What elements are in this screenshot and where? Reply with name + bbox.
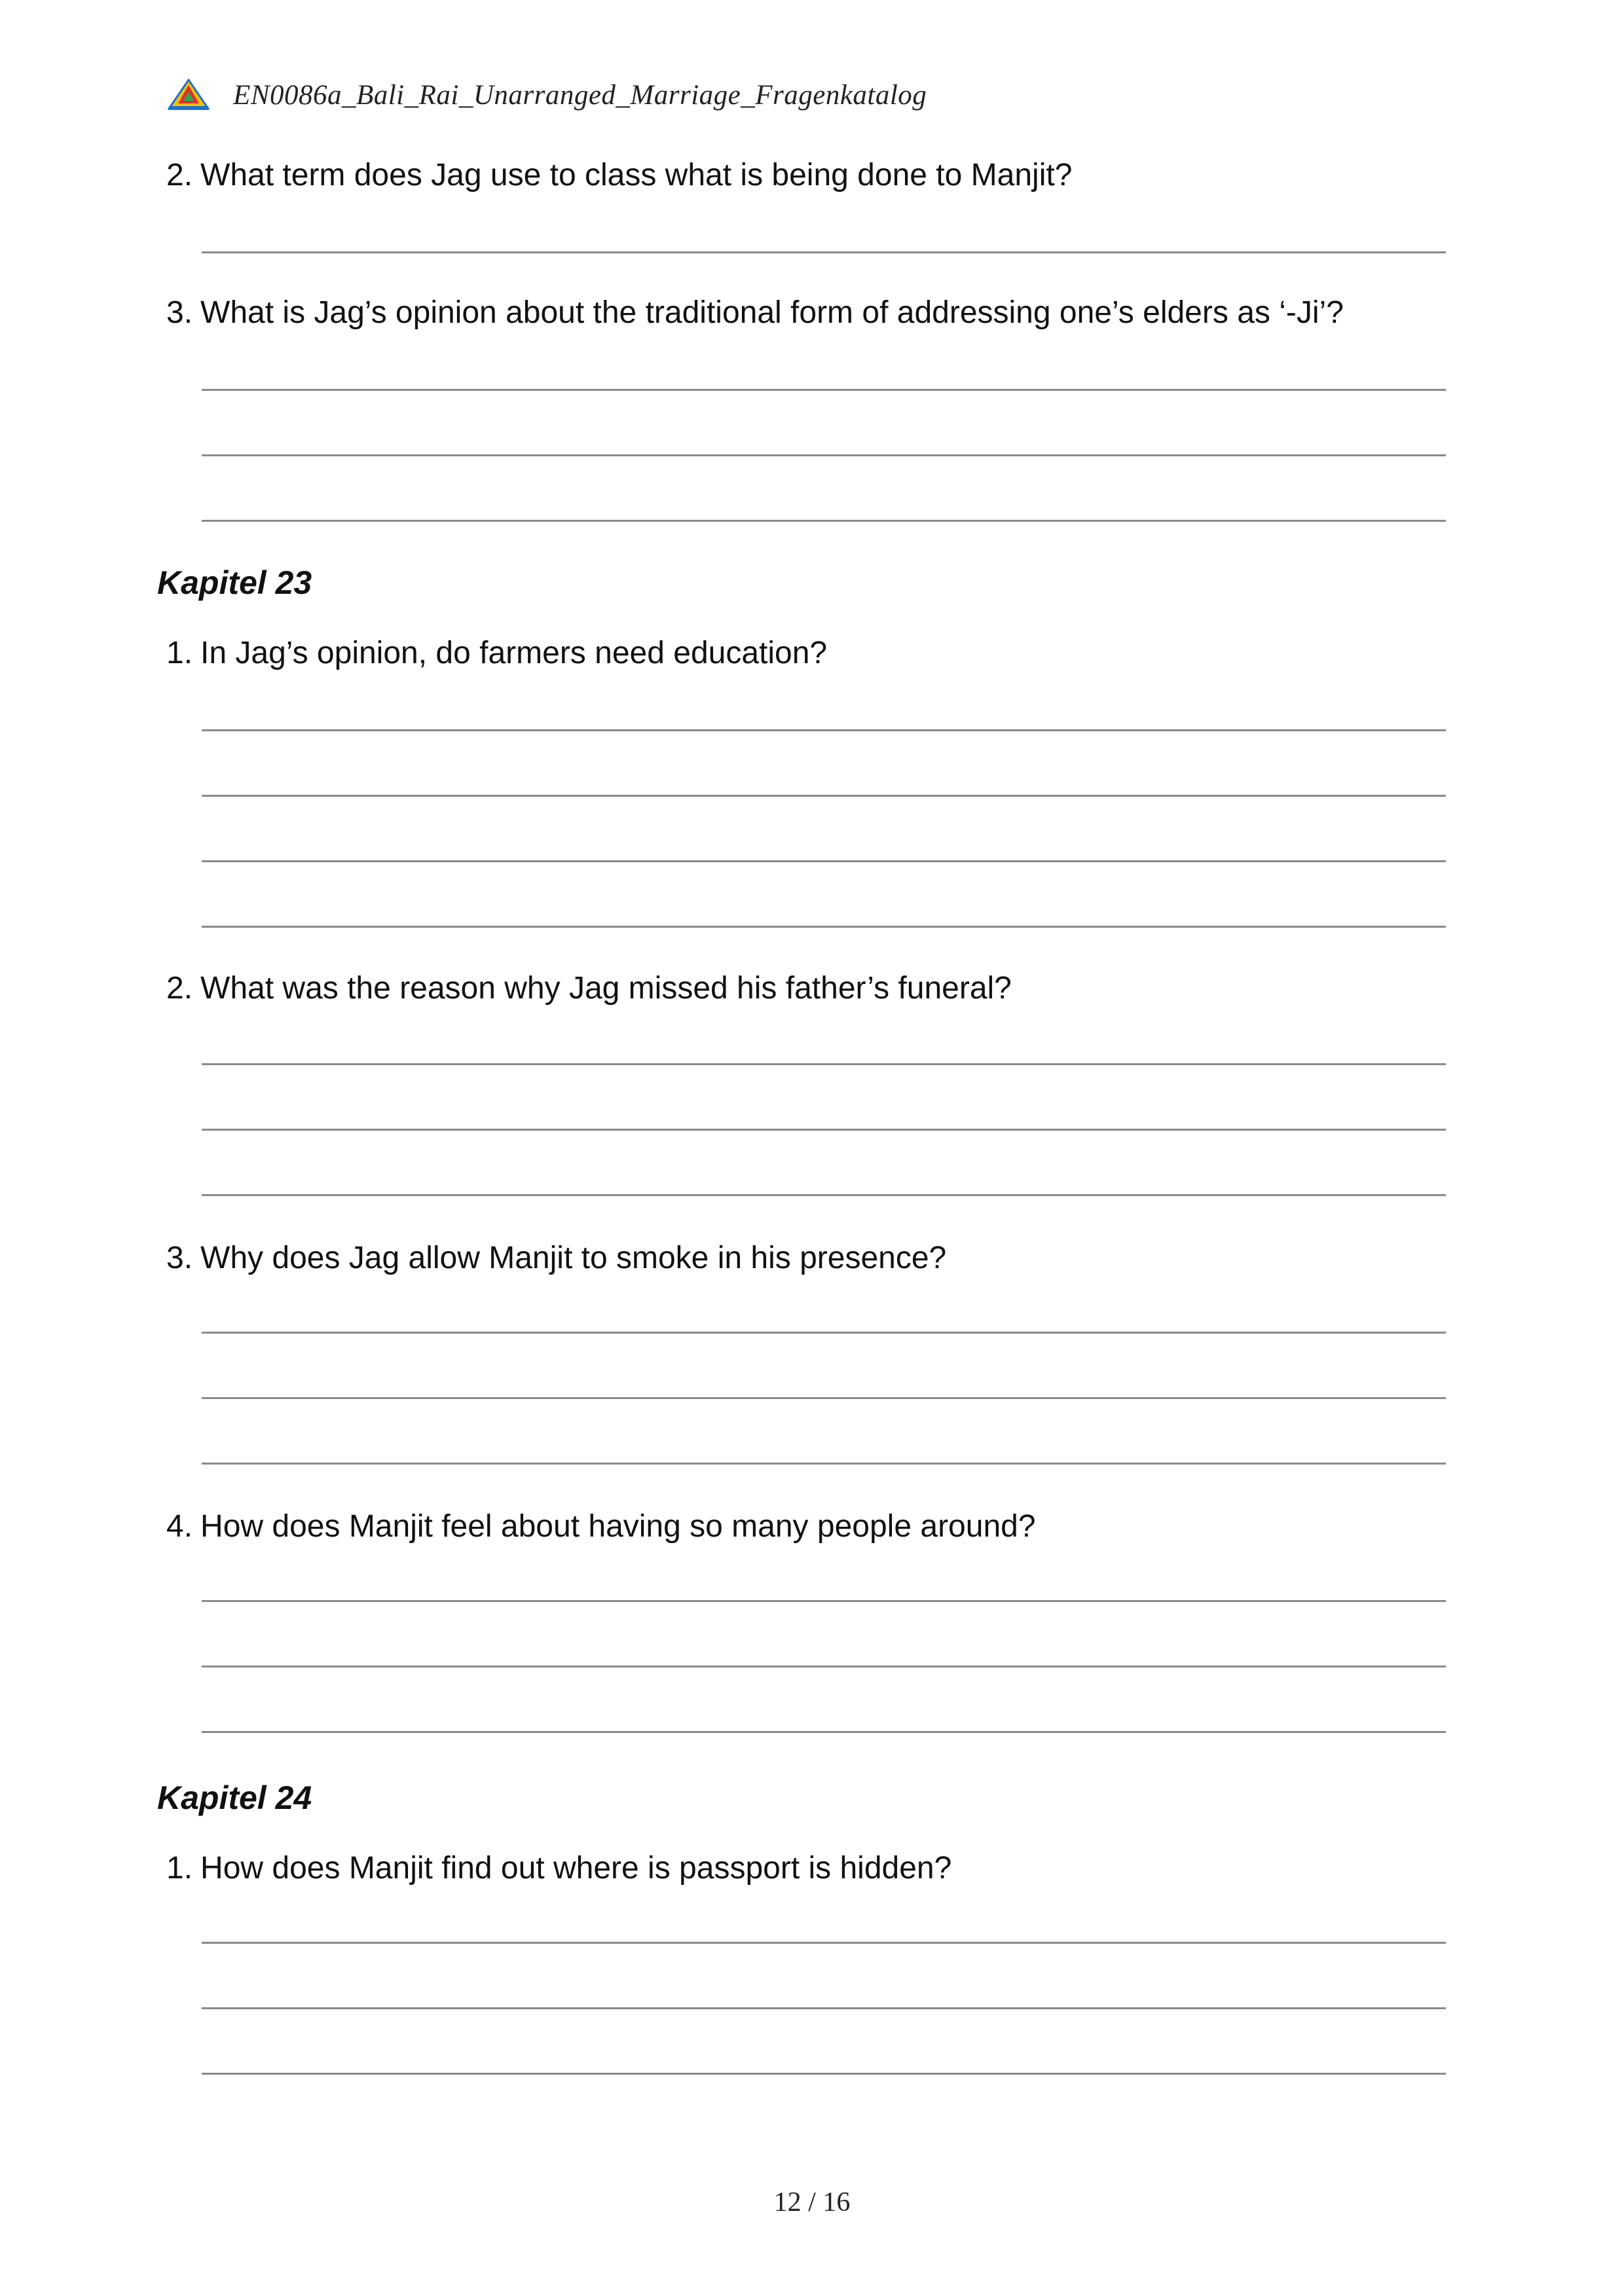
answer-line[interactable]	[202, 729, 1446, 731]
answer-line[interactable]	[202, 520, 1446, 522]
question-number: 1.	[166, 1851, 193, 1886]
question-number: 1.	[166, 636, 193, 670]
page-number: 12 / 16	[773, 2187, 851, 2217]
question-number: 3.	[166, 295, 193, 330]
answer-line[interactable]	[202, 389, 1446, 391]
chapter-heading-23: Kapitel 23	[157, 564, 312, 601]
answer-line[interactable]	[202, 1600, 1446, 1602]
answer-line[interactable]	[202, 1666, 1446, 1667]
question-1	[166, 634, 827, 673]
question-text: How does Manjit find out where is passport is hidden?	[200, 1851, 952, 1886]
answer-line[interactable]	[202, 2073, 1446, 2075]
question-2	[166, 156, 1072, 195]
answer-line[interactable]	[202, 1332, 1446, 1334]
question-2	[166, 969, 1012, 1008]
question-number: 3.	[166, 1241, 193, 1275]
chapter-heading-24: Kapitel 24	[157, 1779, 312, 1816]
answer-line[interactable]	[202, 860, 1446, 862]
question-text: Why does Jag allow Manjit to smoke in his presence?	[200, 1241, 947, 1275]
answer-line[interactable]	[202, 2007, 1446, 2009]
question-4	[166, 1507, 1036, 1546]
answer-line[interactable]	[202, 1463, 1446, 1465]
document-header	[168, 72, 927, 118]
answer-line[interactable]	[202, 1397, 1446, 1399]
question-number: 2.	[166, 971, 193, 1006]
question-text: What was the reason why Jag missed his father’s funeral?	[200, 971, 1012, 1006]
answer-line[interactable]	[202, 251, 1446, 253]
tent-logo-icon	[168, 79, 210, 111]
answer-line[interactable]	[202, 454, 1446, 456]
question-text: In Jag’s opinion, do farmers need education?	[200, 636, 828, 670]
answer-line[interactable]	[202, 1129, 1446, 1131]
question-1	[166, 1849, 951, 1888]
answer-line[interactable]	[202, 1194, 1446, 1196]
answer-line[interactable]	[202, 926, 1446, 928]
question-number: 2.	[166, 158, 193, 192]
question-text: What term does Jag use to class what is being done to Manjit?	[200, 158, 1073, 192]
question-text: What is Jag’s opinion about the traditional form of addressing one’s elders as ‘-Ji’?	[200, 295, 1344, 330]
answer-line[interactable]	[202, 795, 1446, 797]
answer-line[interactable]	[202, 1063, 1446, 1065]
answer-line[interactable]	[202, 1731, 1446, 1733]
question-3	[166, 293, 1344, 333]
document-title: EN0086a_Bali_Rai_Unarranged_Marriage_Fragenkatalog	[233, 79, 927, 111]
answer-line[interactable]	[202, 1942, 1446, 1944]
question-number: 4.	[166, 1509, 193, 1544]
question-text: How does Manjit feel about having so many people around?	[200, 1509, 1036, 1544]
question-3	[166, 1239, 946, 1278]
